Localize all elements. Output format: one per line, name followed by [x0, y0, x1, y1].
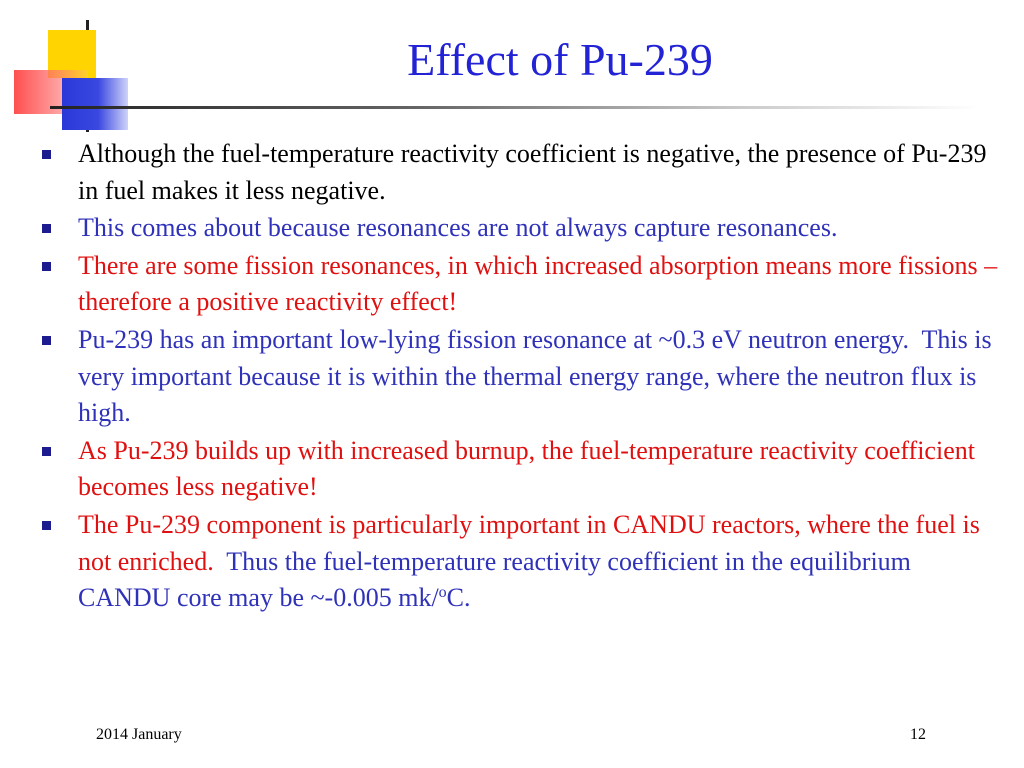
logo-blue-block: [62, 78, 128, 130]
bullet-text: There are some fission resonances, in which increased absorption means more fissions – therefore a positive reactivity effect!: [78, 250, 998, 317]
bullet-item: [40, 507, 1000, 617]
bullet-list: [40, 136, 1000, 618]
bullet-item: [40, 433, 1000, 506]
bullet-item: [40, 136, 1000, 209]
title-underline: [50, 106, 980, 109]
bullet-text-red: The Pu-239 component is particularly important in CANDU reactors, where the fuel is not enriched.: [78, 509, 987, 576]
bullet-text: Pu-239 has an important low-lying fission resonance at ~0.3 eV neutron energy. This is very important because it is within the thermal energy range, where the neutron flux is high.: [78, 324, 999, 428]
bullet-text-blue: Thus the fuel-temperature reactivity coefficient in the equilibrium CANDU core may be ~-0.005 mk/: [78, 546, 918, 613]
square-bullet-icon: [42, 336, 51, 345]
square-bullet-icon: [42, 447, 51, 456]
bullet-item: [40, 210, 1000, 247]
bullet-text-blue-end: C.: [446, 583, 471, 613]
bullet-text: Although the fuel-temperature reactivity coefficient is negative, the presence of Pu-239 in fuel makes it less negative.: [78, 139, 987, 205]
bullet-item: [40, 322, 1000, 432]
bullet-item: [40, 248, 1000, 321]
degree-superscript: o: [438, 584, 447, 602]
page-number: 12: [910, 726, 926, 743]
square-bullet-icon: [42, 224, 51, 233]
bullet-text: This comes about because resonances are not always capture resonances.: [78, 213, 838, 243]
square-bullet-icon: [42, 262, 51, 271]
square-bullet-icon: [42, 150, 51, 159]
footer-date: 2014 January: [96, 726, 182, 743]
slide-title: Effect of Pu-239: [407, 34, 713, 85]
bullet-text: As Pu-239 builds up with increased burnup, the fuel-temperature reactivity coefficient becomes less negative!: [78, 435, 975, 502]
square-bullet-icon: [42, 521, 51, 530]
